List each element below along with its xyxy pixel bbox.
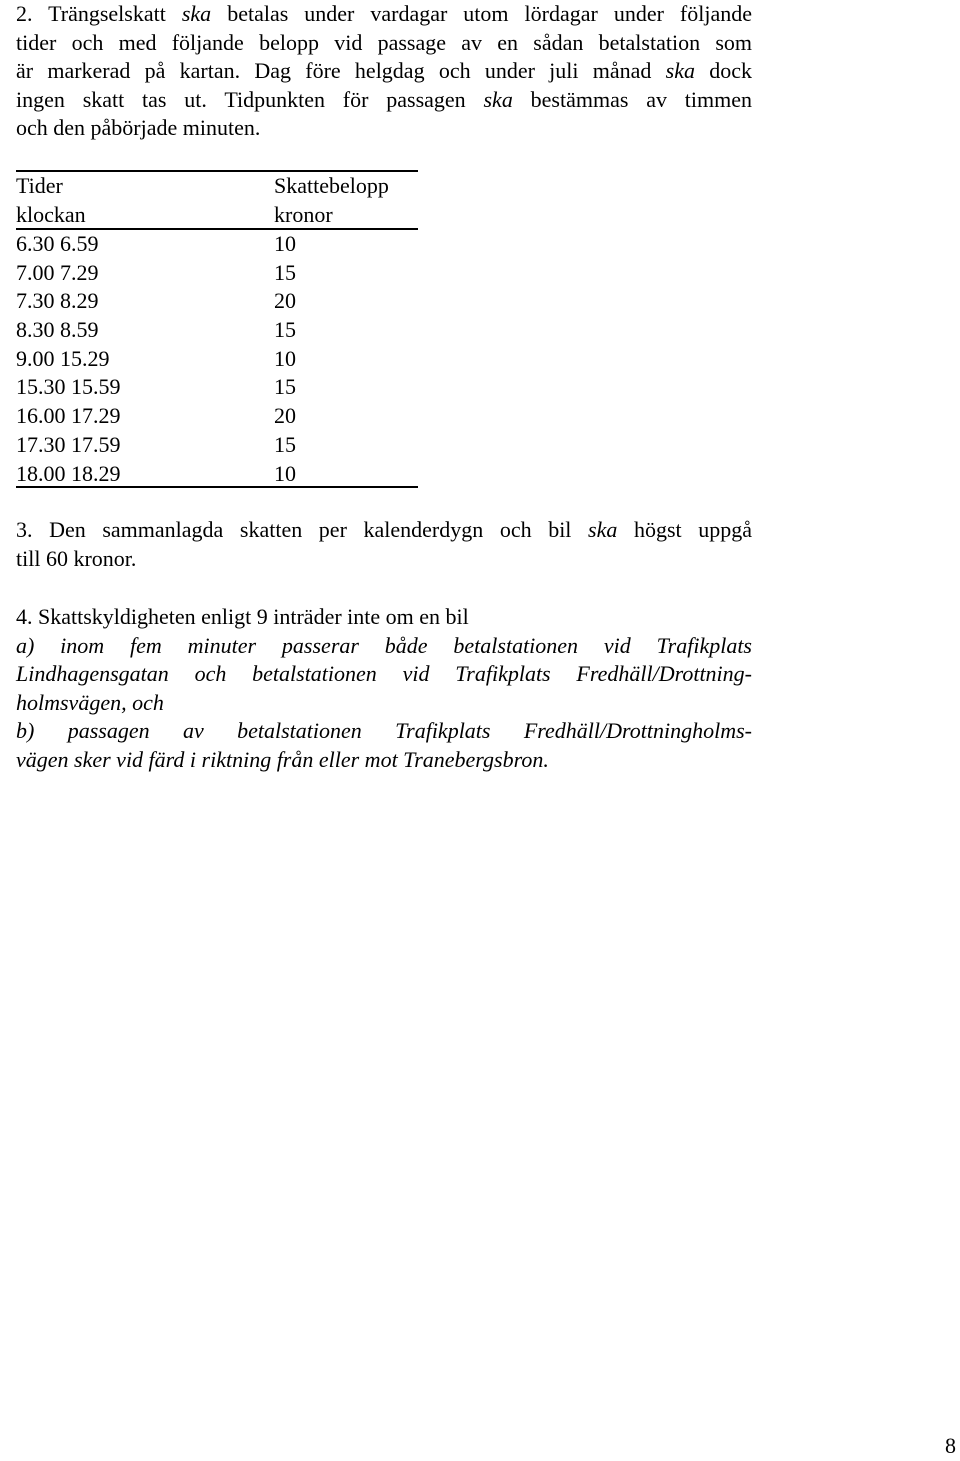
- table-row: [16, 230, 418, 259]
- italic-text: ska: [483, 86, 513, 112]
- table-bottom-rule: [16, 486, 418, 488]
- amount-cell: 10: [274, 460, 296, 486]
- italic-text: Lindhagensgatan och betalstationen vid Trafikplats Fredhäll/Drottning-: [16, 661, 752, 686]
- text-line: och den påbörjade minuten.: [16, 115, 261, 140]
- amount-cell: 15: [274, 374, 296, 400]
- table-row: [16, 287, 418, 316]
- amount-cell: 15: [274, 317, 296, 343]
- table-row: [16, 402, 418, 431]
- amount-cell: 15: [274, 259, 296, 285]
- italic-text: ska: [588, 517, 618, 542]
- table-row: [16, 259, 418, 288]
- italic-text: a) inom fem minuter passerar både betalstationen vid Trafikplats: [16, 632, 752, 658]
- table-header: [16, 172, 418, 229]
- table-row: [16, 431, 418, 460]
- text-line: till 60 kronor.: [16, 545, 137, 571]
- italic-text: ska: [181, 1, 212, 26]
- text-line: 3. Den sammanlagda skatten per kalenderdygn och bil ska högst uppgå: [16, 517, 752, 542]
- table-row: [16, 460, 418, 489]
- time-cell: 18.00 18.29: [16, 460, 121, 486]
- time-cell: 7.30 8.29: [16, 288, 99, 314]
- time-cell: 15.30 15.59: [16, 374, 121, 400]
- paragraph-section-4: [16, 603, 752, 774]
- text-line: [16, 632, 752, 661]
- time-cell: 6.30 6.59: [16, 231, 99, 256]
- page-number: 8: [945, 1433, 956, 1458]
- table-header-amount: [274, 172, 424, 229]
- text-line: 4. Skattskyldigheten enligt 9 inträder inte om en bil: [16, 604, 469, 629]
- italic-text: ska: [665, 58, 695, 83]
- header-label: klockan: [16, 201, 86, 227]
- amount-cell: 10: [274, 345, 296, 371]
- text-line: ingen skatt tas ut. Tidpunkten för passagen ska bestämmas av timmen: [16, 86, 752, 112]
- italic-text: b) passagen av betalstationen Trafikplats Fredhäll/Drottningholms-: [16, 718, 752, 743]
- table-row: [16, 345, 418, 374]
- header-label: kronor: [274, 201, 333, 227]
- table-row: [16, 316, 418, 345]
- table-header-time: [16, 172, 256, 229]
- amount-cell: 20: [274, 288, 296, 314]
- time-cell: 16.00 17.29: [16, 403, 121, 429]
- header-label: Tider: [16, 173, 63, 198]
- italic-text: holmsvägen, och: [16, 689, 164, 715]
- tax-rate-table: [16, 230, 418, 488]
- text-line: tider och med följande belopp vid passage av en sådan betalstation som: [16, 29, 752, 55]
- text-line: [16, 689, 752, 718]
- text-line: är markerad på kartan. Dag före helgdag och under juli månad ska dock: [16, 58, 752, 83]
- time-cell: 7.00 7.29: [16, 259, 99, 285]
- amount-cell: 20: [274, 403, 296, 429]
- amount-cell: 10: [274, 231, 296, 256]
- italic-text: vägen sker vid färd i riktning från eller mot Tranebergsbron.: [16, 746, 549, 772]
- time-cell: 9.00 15.29: [16, 345, 110, 371]
- text-line: 2. Trängselskatt ska betalas under vardagar utom lördagar under följande: [16, 1, 752, 26]
- text-line: [16, 660, 752, 689]
- text-line: [16, 717, 752, 746]
- paragraph-section-2: [16, 0, 752, 143]
- table-row: [16, 373, 418, 402]
- header-label: Skattebelopp: [274, 173, 389, 198]
- text-line: [16, 746, 752, 775]
- time-cell: 17.30 17.59: [16, 431, 121, 457]
- paragraph-section-3: [16, 516, 752, 573]
- amount-cell: 15: [274, 431, 296, 457]
- time-cell: 8.30 8.59: [16, 317, 99, 343]
